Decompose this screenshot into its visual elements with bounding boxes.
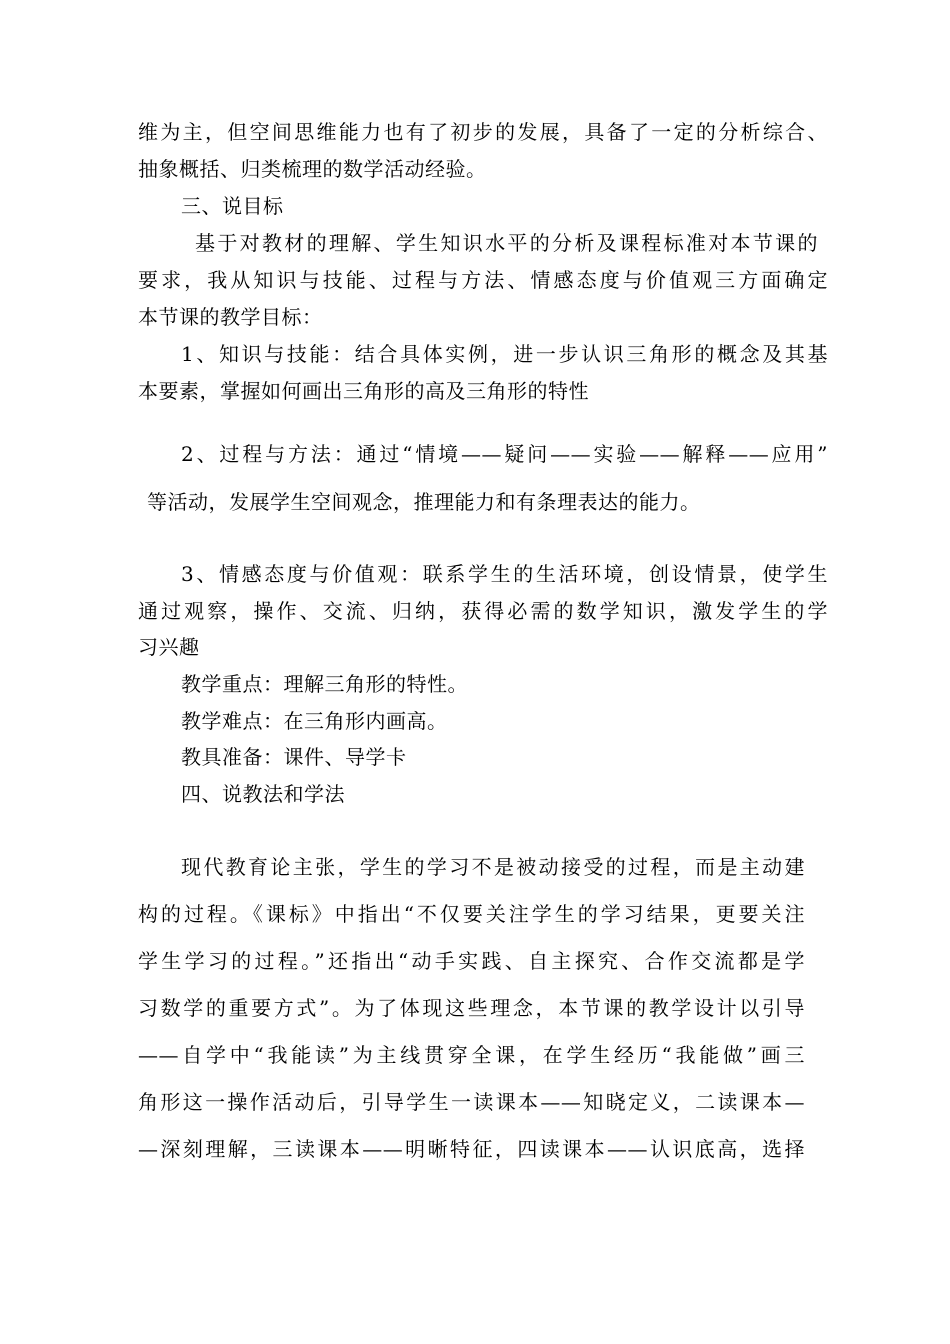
teaching-difficulty: 教学难点：在三角形内画高。: [181, 709, 448, 733]
paragraph-line: 维为主，但空间思维能力也有了初步的发展，具备了一定的分析综合、: [138, 120, 828, 144]
goal-knowledge: 1、知识与技能：结合具体实例，进一步认识三角形的概念及其基: [181, 342, 828, 366]
paragraph-line: 抽象概括、归类梳理的数学活动经验。: [138, 157, 487, 181]
paragraph-line: 等活动，发展学生空间观念，推理能力和有条理表达的能力。: [147, 490, 701, 514]
paragraph-line: 本要素，掌握如何画出三角形的高及三角形的特性: [138, 379, 589, 403]
paragraph-line: 要求，我从知识与技能、过程与方法、情感态度与价值观三方面确定: [138, 268, 828, 292]
paragraph-line: 现代教育论主张，学生的学习不是被动接受的过程，而是主动建: [181, 855, 805, 879]
paragraph-line: 角形这一操作活动后，引导学生一读课本——知晓定义，二读课本—: [138, 1090, 805, 1114]
section-heading-goals: 三、说目标: [181, 194, 284, 218]
teaching-focus: 教学重点：理解三角形的特性。: [181, 672, 468, 696]
teaching-materials: 教具准备：课件、导学卡: [181, 745, 407, 769]
paragraph-line: ——自学中“我能读”为主线贯穿全课，在学生经历“我能做”画三: [138, 1043, 805, 1067]
paragraph-line: 构的过程。《课标》中指出“不仅要关注学生的学习结果，更要关注: [138, 902, 805, 926]
paragraph-line: 习数学的重要方式”。为了体现这些理念，本节课的教学设计以引导: [138, 996, 805, 1020]
paragraph-line: 通过观察，操作、交流、归纳，获得必需的数学知识，激发学生的学: [138, 599, 828, 623]
goal-emotion: 3、情感态度与价值观：联系学生的生活环境，创设情景，使学生: [181, 562, 828, 586]
paragraph-line: 学生学习的过程。”还指出“动手实践、自主探究、合作交流都是学: [138, 949, 805, 973]
paragraph-line: —深刻理解，三读课本——明晰特征，四读课本——认识底高，选择: [138, 1137, 805, 1161]
paragraph-line: 基于对教材的理解、学生知识水平的分析及课程标准对本节课的: [195, 231, 818, 255]
paragraph-line: 习兴趣: [138, 635, 200, 659]
paragraph-line: 本节课的教学目标：: [138, 305, 323, 329]
section-heading-methods: 四、说教法和学法: [181, 782, 345, 806]
goal-process: 2、过程与方法：通过“情境——疑问——实验——解释——应用”: [181, 442, 828, 466]
